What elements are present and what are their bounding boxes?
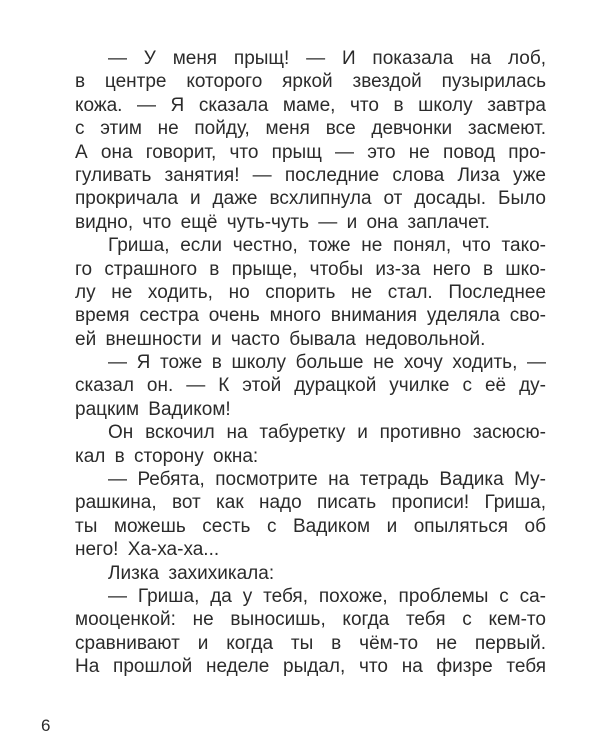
text-line: ей внешности и часто бывала недовольной. bbox=[75, 328, 486, 350]
text-line: — Я тоже в школу больше не хочу ходить, — bbox=[108, 352, 546, 374]
text-line: кал в сторону окна: bbox=[75, 445, 259, 467]
text-line: рашкина, вот как надо писать прописи! Гриша, bbox=[75, 492, 546, 514]
text-line: — Ребята, посмотрите на тетрадь Вадика Му- bbox=[108, 469, 546, 491]
text-line: мооценкой: не выносишь, когда тебя с кем-то bbox=[75, 609, 546, 631]
text-line: Лизка захихикала: bbox=[108, 562, 275, 584]
text-line: него! Ха-ха-ха... bbox=[75, 539, 220, 561]
text-line: рацким Вадиком! bbox=[75, 398, 231, 420]
text-line: видно, что ещё чуть-чуть — и она заплачет. bbox=[75, 211, 490, 233]
page-body-text bbox=[75, 47, 546, 679]
text-line: прокричала и даже всхлипнула от досады. Было bbox=[75, 188, 546, 210]
text-line: — Гриша, да у тебя, похоже, проблемы с са- bbox=[108, 585, 546, 607]
text-line: сравнивают и когда ты в чём-то не первый. bbox=[75, 632, 546, 654]
text-line: — У меня прыщ! — И показала на лоб, bbox=[108, 48, 546, 69]
page-number: 6 bbox=[41, 716, 51, 735]
text-line: в центре которого яркой звездой пузырилась bbox=[75, 71, 546, 93]
text-line: с этим не пойду, меня все девчонки засмеют. bbox=[75, 118, 546, 140]
text-line: Он вскочил на табуретку и противно засюсю- bbox=[108, 422, 546, 444]
text-line: На прошлой неделе рыдал, что на физре тебя bbox=[75, 656, 546, 678]
text-line: ты можешь сесть с Вадиком и опыляться об bbox=[75, 515, 546, 537]
text-line: гуливать занятия! — последние слова Лиза уже bbox=[75, 164, 546, 186]
text-line: кожа. — Я сказала маме, что в школу завтра bbox=[75, 94, 546, 116]
text-line: лу не ходить, но спорить не стал. Последнее bbox=[75, 281, 546, 303]
text-line: сказал он. — К этой дурацкой училке с её ду- bbox=[75, 375, 546, 397]
text-line: А она говорит, что прыщ — это не повод про- bbox=[75, 141, 546, 163]
text-line: время сестра очень много внимания уделяла сво- bbox=[75, 305, 546, 327]
text-line: Гриша, если честно, тоже не понял, что тако- bbox=[108, 235, 546, 257]
text-line: го страшного в прыще, чтобы из-за него в шко- bbox=[75, 258, 546, 280]
